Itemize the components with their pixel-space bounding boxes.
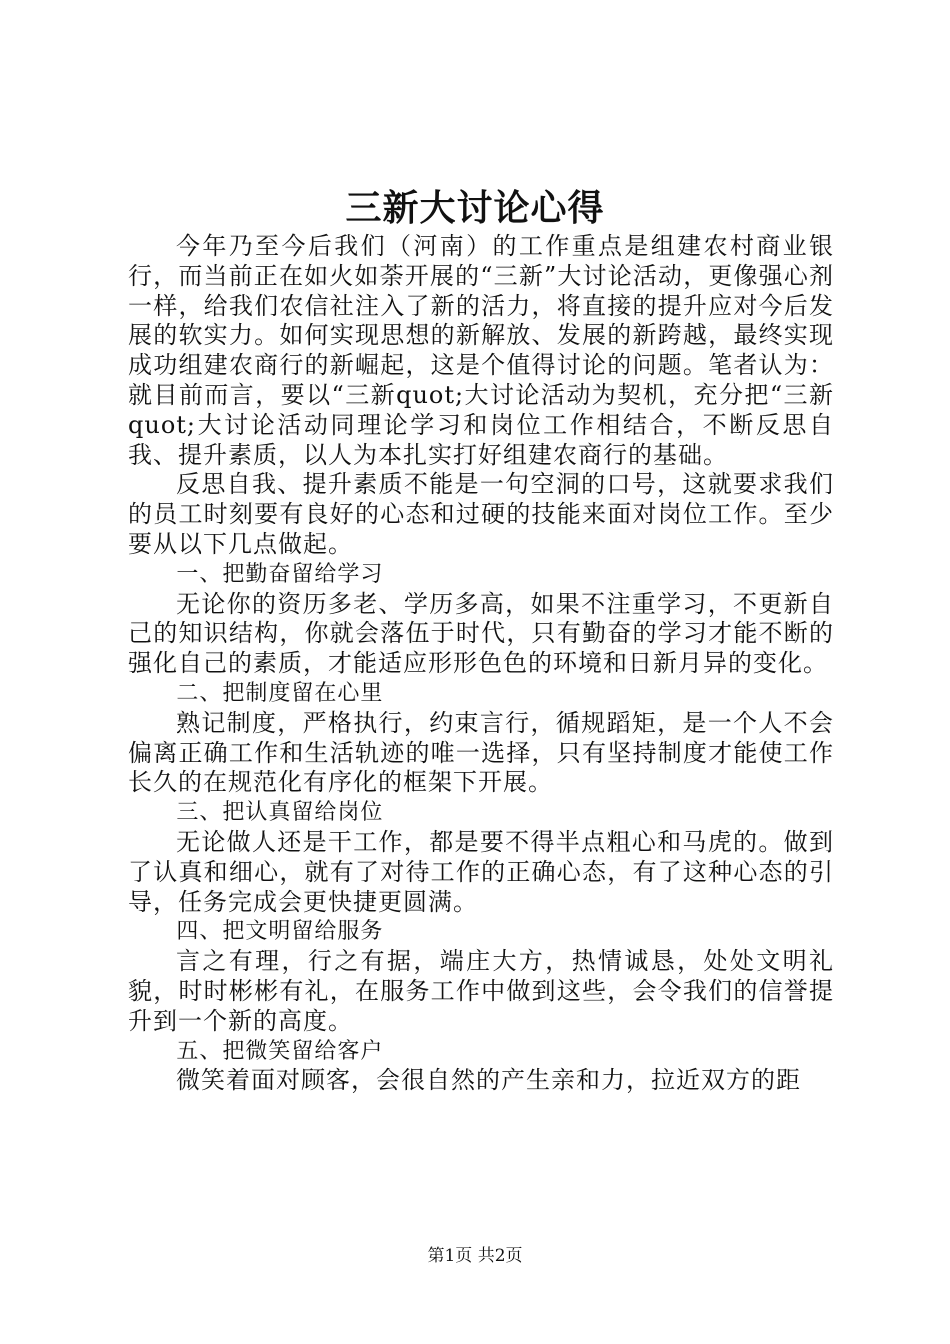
section-heading-3: 三、把认真留给岗位 xyxy=(176,800,384,826)
intro-paragraph-2: 反思自我、提升素质不能是一句空洞的口号，这就要求我们的员工时刻要有良好的心态和过硬的技能来面对岗位工作。至少要从以下几点做起。 xyxy=(128,470,834,558)
section-heading-4: 四、把文明留给服务 xyxy=(176,919,384,945)
document-body xyxy=(128,232,834,1096)
section-body-3: 无论做人还是干工作，都是要不得半点粗心和马虎的。做到了认真和细心，就有了对待工作的正确心态，有了这种心态的引导，任务完成会更快捷更圆满。 xyxy=(128,827,834,916)
page-number-footer: 第1页 共2页 xyxy=(427,1246,523,1266)
section-heading-5: 五、把微笑留给客户 xyxy=(176,1038,384,1064)
section-heading-1: 一、把勤奋留给学习 xyxy=(176,561,384,587)
section-body-2: 熟记制度，严格执行，约束言行，循规蹈矩，是一个人不会偏离正确工作和生活轨迹的唯一选择，只有坚持制度才能使工作长久的在规范化有序化的框架下开展。 xyxy=(128,708,834,797)
section-body-1: 无论你的资历多老、学历多高，如果不注重学习，不更新自己的知识结构，你就会落伍于时代，只有勤奋的学习才能不断的强化自己的素质，才能适应形形色色的环境和日新月异的变化。 xyxy=(128,589,834,678)
section-body-4: 言之有理，行之有据，端庄大方，热情诚恳，处处文明礼貌，时时彬彬有礼，在服务工作中做到这些，会令我们的信誉提升到一个新的高度。 xyxy=(128,947,834,1035)
section-heading-2: 二、把制度留在心里 xyxy=(176,680,384,706)
section-body-5: 微笑着面对顾客，会很自然的产生亲和力，拉近双方的距 xyxy=(176,1066,801,1095)
page-title: 三新大讨论心得 xyxy=(345,187,605,229)
intro-paragraph: 今年乃至今后我们（河南）的工作重点是组建农村商业银行，而当前正在如火如荼开展的“三新”大讨论活动，更像强心剂一样，给我们农信社注入了新的活力，将直接的提升应对今后发展的软实力。如何实现思想的新解放、发展的新跨越，最终实现成功组建农商行的新崛起，这是个值得讨论的问题。笔者认为：就目前而言，要以“三新quot;大讨论活动为契机，充分把“三新quot;大讨论活动同理论学习和岗位工作相结合，不断反思自我、提升素质，以人为本扎实打好组建农商行的基础。 xyxy=(128,232,834,469)
